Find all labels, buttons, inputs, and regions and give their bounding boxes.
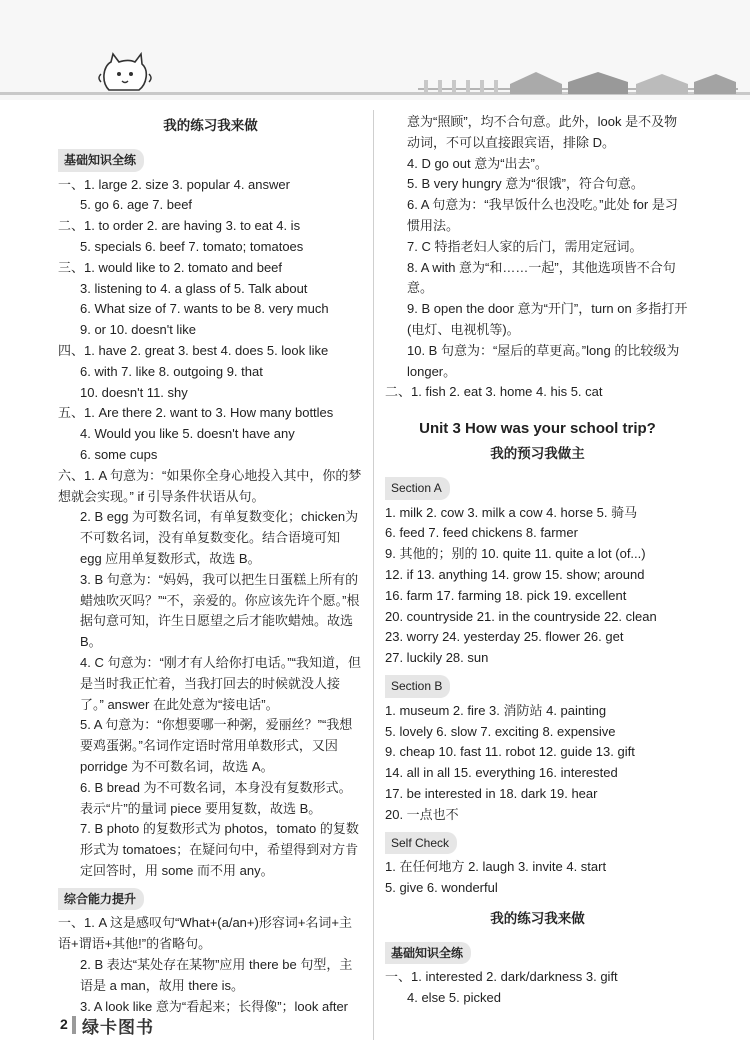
answer-line: 6. with 7. like 8. outgoing 9. that bbox=[80, 363, 263, 379]
left-column bbox=[58, 112, 363, 1017]
right-column bbox=[385, 112, 690, 1009]
answer-line: 二、1. fish 2. eat 3. home 4. his 5. cat bbox=[385, 384, 603, 400]
answer-line: 5. lovely 6. slow 7. exciting 8. expensive bbox=[385, 723, 616, 739]
answer-line: 17. be interested in 18. dark 19. hear bbox=[385, 785, 598, 801]
section-basic-knowledge: 基础知识全练 bbox=[58, 149, 144, 172]
answer-line: 一、1. large 2. size 3. popular 4. answer bbox=[58, 176, 290, 192]
answer-line: 6. some cups bbox=[80, 446, 158, 462]
answer-line: 6. What size of 7. wants to be 8. very much bbox=[80, 301, 329, 317]
answer-line: 3. listening to 4. a glass of 5. Talk about bbox=[80, 280, 308, 296]
section-a-label: Section A bbox=[385, 477, 450, 500]
answer-explanation: 3. B 句意为：“妈妈，我可以把生日蛋糕上所有的蜡烛吹灭吗？”“不，亲爱的。你应该先许个愿。”根据句意可知，许生日愿望之后才能吹蜡烛。故选 B。 bbox=[80, 571, 360, 650]
column-divider bbox=[373, 110, 374, 1040]
answer-line: 四、1. have 2. great 3. best 4. does 5. look like bbox=[58, 342, 329, 358]
answer-line: 4. else 5. picked bbox=[407, 990, 501, 1006]
unit-title: Unit 3 How was your school trip? bbox=[419, 420, 656, 438]
section-b-label: Section B bbox=[385, 675, 450, 698]
answer-line: 三、1. would like to 2. tomato and beef bbox=[58, 259, 283, 275]
answer-explanation: 10. B 句意为：“屋后的草更高。”long 的比较级为 longer。 bbox=[407, 342, 680, 379]
self-check-label: Self Check bbox=[385, 832, 457, 855]
answer-line: 20. 一点也不 bbox=[385, 806, 459, 822]
answer-explanation: 9. B open the door 意为“开门”，turn on 多指打开(电灯、电视机等)。 bbox=[407, 301, 688, 337]
answer-line: 27. luckily 28. sun bbox=[385, 650, 489, 666]
answer-line: 5. B very hungry 意为“很饿”，符合句意。 bbox=[407, 176, 644, 192]
section-comprehensive: 综合能力提升 bbox=[58, 888, 144, 911]
answer-line: 12. if 13. anything 14. grow 15. show; around bbox=[385, 566, 645, 582]
answer-line: 1. museum 2. fire 3. 消防站 4. painting bbox=[385, 702, 607, 718]
answer-line: 9. or 10. doesn't like bbox=[80, 322, 196, 338]
answer-line: 1. milk 2. cow 3. milk a cow 4. horse 5. 骑马 bbox=[385, 504, 638, 520]
answer-line: 10. doesn't 11. shy bbox=[80, 384, 188, 400]
answer-line: 9. 其他的；别的 10. quite 11. quite a lot (of...) bbox=[385, 546, 646, 562]
practice-title: 我的练习我来做 bbox=[490, 910, 585, 926]
answer-explanation: 意为“照顾”，均不合句意。此外，look 是不及物动词，不可以直接跟宾语，排除 D。 bbox=[407, 114, 678, 150]
answer-line: 4. Would you like 5. doesn't have any bbox=[80, 426, 295, 442]
answer-explanation: 8. A with 意为“和……一起”，其他选项皆不合句意。 bbox=[407, 259, 676, 296]
preview-title: 我的预习我做主 bbox=[490, 445, 585, 461]
answer-explanation: 4. C 句意为：“刚才有人给你打电话。”“我知道，但是当时我正忙着，当我打回去的时候就没人接了。” answer 在此处意为“接电话”。 bbox=[80, 654, 361, 712]
cat-mascot-icon bbox=[95, 52, 155, 98]
answer-line: 二、1. to order 2. are having 3. to eat 4. is bbox=[58, 218, 301, 234]
answer-explanation: 一、1. A 这是感叹句“What+(a/an+)形容词+名词+主语+谓语+其他!”的省略句。 bbox=[58, 915, 353, 952]
page-number: 2 bbox=[60, 1016, 68, 1032]
answer-line: 16. farm 17. farming 18. pick 19. excellent bbox=[385, 587, 627, 603]
answer-line: 4. D go out 意为“出去”。 bbox=[407, 155, 548, 171]
answer-line: 1. 在任何地方 2. laugh 3. invite 4. start bbox=[385, 859, 607, 875]
answer-line: 6. feed 7. feed chickens 8. farmer bbox=[385, 525, 578, 541]
practice-title: 我的练习我来做 bbox=[163, 118, 258, 133]
section-basic-knowledge: 基础知识全练 bbox=[385, 942, 471, 965]
answer-explanation: 2. B egg 为可数名词，有单复数变化；chicken为不可数名词，没有单复数变化。结合语境可知 egg 应用单复数形式，故选 B。 bbox=[80, 509, 359, 566]
publisher-logo: 绿卡图书 bbox=[82, 1018, 154, 1037]
answer-line: 20. countryside 21. in the countryside 22. clean bbox=[385, 608, 657, 624]
answer-explanation: 7. B photo 的复数形式为 photos，tomato 的复数形式为 tomatoes；在疑问句中，希望得到对方肯定回答时，用 some 而不用 any。 bbox=[80, 821, 359, 878]
answer-explanation: 2. B 表达“某处存在某物”应用 there be 句型，主语是 a man，故用 there is。 bbox=[80, 957, 353, 993]
answer-line: 5. specials 6. beef 7. tomato; tomatoes bbox=[80, 238, 304, 254]
footer-divider bbox=[72, 1016, 76, 1034]
answer-line: 9. cheap 10. fast 11. robot 12. guide 13. gift bbox=[385, 744, 635, 760]
answer-line: 14. all in all 15. everything 16. interested bbox=[385, 765, 618, 781]
answer-line: 23. worry 24. yesterday 25. flower 26. get bbox=[385, 629, 624, 645]
answer-explanation: 5. A 句意为：“你想要哪一种粥，爱丽丝？”“我想要鸡蛋粥。”名词作定语时常用单数形式，又因 porridge 为不可数名词，故选 A。 bbox=[80, 717, 353, 774]
answer-line: 五、1. Are there 2. want to 3. How many bottles bbox=[58, 405, 334, 421]
answer-line: 5. go 6. age 7. beef bbox=[80, 197, 193, 213]
answer-line: 7. C 特指老妇人家的后门，需用定冠词。 bbox=[407, 238, 643, 254]
answer-line: 一、1. interested 2. dark/darkness 3. gift bbox=[385, 969, 618, 985]
fence-decoration-icon bbox=[418, 72, 738, 94]
answer-explanation: 六、1. A 句意为：“如果你全身心地投入其中，你的梦想就会实现。” if 引导条件状语从句。 bbox=[58, 467, 362, 504]
answer-explanation: 6. B bread 为不可数名词，本身没有复数形式。表示“片”的量词 piece 要用复数，故选 B。 bbox=[80, 779, 352, 816]
answer-line: 5. give 6. wonderful bbox=[385, 880, 498, 896]
answer-explanation: 3. A look like 意为“看起来；长得像”；look after bbox=[80, 998, 349, 1014]
answer-explanation: 6. A 句意为：“我早饭什么也没吃。”此处 for 是习惯用法。 bbox=[407, 197, 678, 233]
